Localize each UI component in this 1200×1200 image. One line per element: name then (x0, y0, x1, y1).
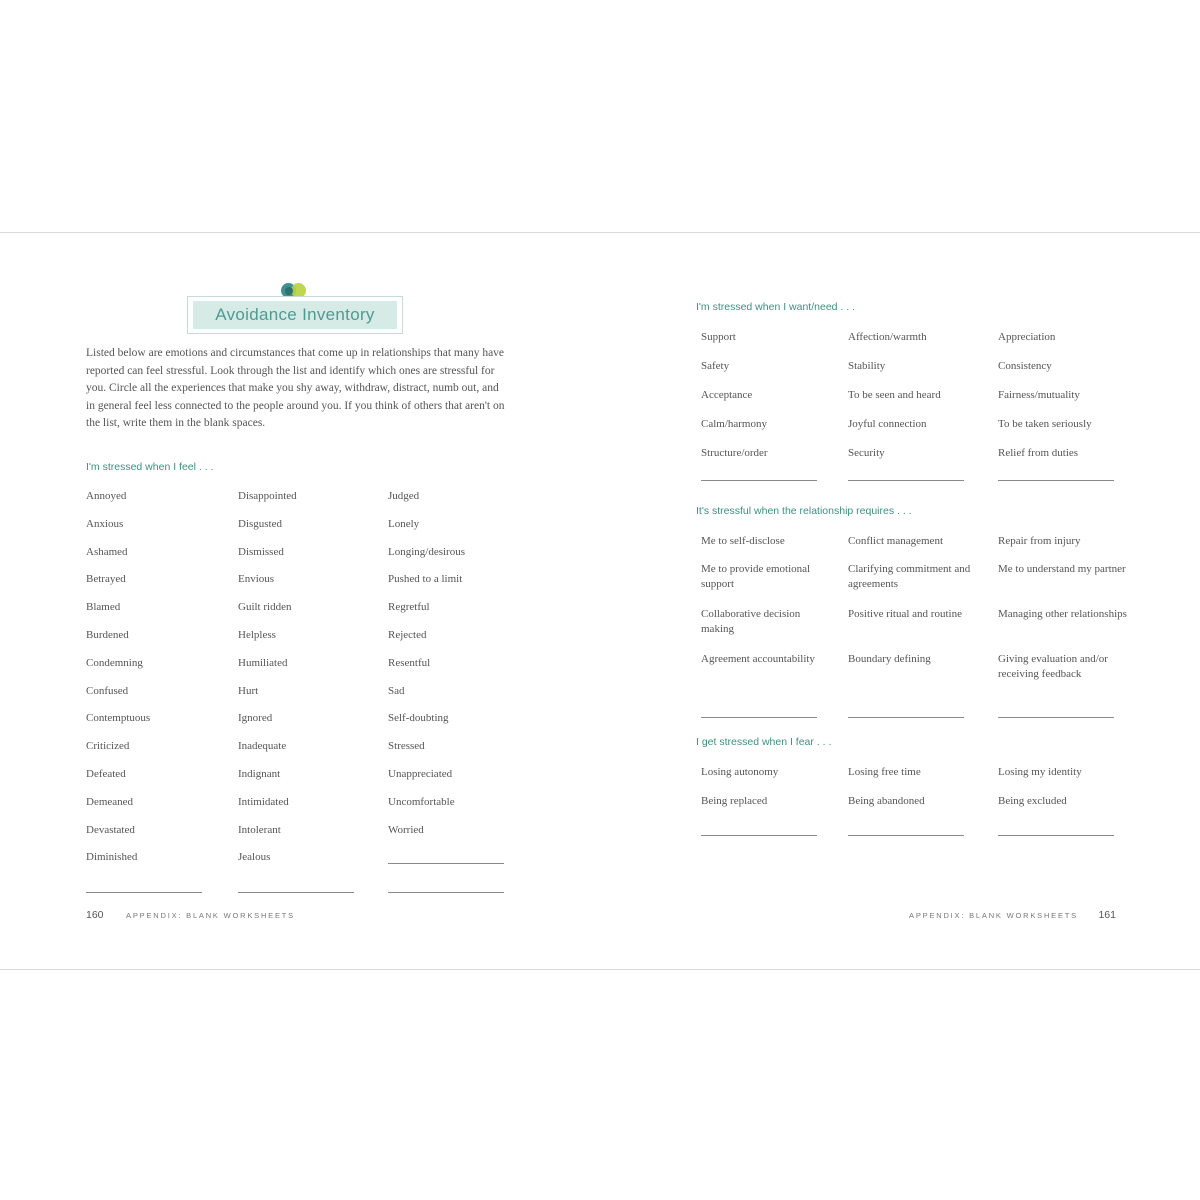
blank-write-in-line (998, 835, 1114, 836)
feel-word: Intimidated (238, 795, 289, 808)
left-page (0, 233, 600, 969)
feel-word: Inadequate (238, 740, 287, 753)
feel-word: Criticized (86, 740, 130, 753)
want-word: Acceptance (701, 389, 753, 401)
want-word: Joyful connection (848, 418, 927, 430)
page-number: 161 (1098, 909, 1116, 921)
fear-heading: I get stressed when I fear . . . (696, 736, 832, 748)
want-word: Fairness/mutuality (998, 389, 1080, 401)
fear-word: Losing free time (848, 766, 921, 778)
feel-word: Burdened (86, 629, 129, 641)
intro-paragraph: Listed below are emotions and circumstances that come up in relationships that many have reported can feel stressful. Look through the list and identify which ones are stressful for you. Circle all the experiences that make you shy away, withdraw, distract, numb out, and in general feel less connected to the people around you. If you think of others that aren't on the list, write them in the blank spaces. (86, 347, 505, 430)
feel-word: Annoyed (86, 490, 127, 502)
requires-word: Collaborative decision making (701, 608, 801, 635)
page-number: 160 (86, 909, 104, 921)
want-word: Consistency (998, 360, 1052, 372)
requires-word: Positive ritual and routine (848, 608, 962, 620)
want-word: Structure/order (701, 447, 768, 459)
feel-word: Sad (388, 684, 405, 697)
want-word: Safety (701, 360, 730, 372)
fear-word: Being abandoned (848, 795, 925, 807)
book-spread (0, 232, 1200, 970)
fear-word: Being replaced (701, 795, 768, 807)
feel-word: Worried (388, 823, 424, 836)
feel-heading: I'm stressed when I feel . . . (86, 461, 214, 473)
feel-word: Stressed (388, 740, 425, 753)
feel-word: Betrayed (86, 573, 126, 586)
feel-word: Uncomfortable (388, 795, 455, 808)
feel-word: Diminished (86, 851, 138, 864)
right-footer (909, 909, 1116, 921)
feel-word: Lonely (388, 517, 420, 530)
requires-word: Me to understand my partner (998, 563, 1126, 575)
requires-word: Agreement accountability (701, 653, 815, 665)
feel-word: Disgusted (238, 517, 282, 530)
requires-word: Clarifying commitment and agreements (848, 563, 971, 590)
feel-word: Helpless (238, 629, 276, 641)
want-heading: I'm stressed when I want/need . . . (696, 301, 855, 313)
want-word: Relief from duties (998, 447, 1079, 459)
feel-word: Longing/desirous (388, 545, 465, 558)
feel-word: Indignant (238, 768, 281, 780)
feel-word: Resentful (388, 656, 431, 669)
want-word: Stability (848, 360, 886, 372)
feel-word: Ashamed (86, 545, 128, 558)
feel-word: Unappreciated (388, 768, 453, 780)
feel-word: Ignored (238, 712, 273, 725)
feel-word: Rejected (388, 629, 427, 641)
blank-write-in-line (848, 835, 964, 836)
blank-write-in-line (388, 892, 504, 893)
blank-write-in-line (238, 892, 354, 893)
want-word: Appreciation (998, 331, 1056, 343)
requires-word: Conflict management (848, 535, 943, 547)
fear-word: Being excluded (998, 795, 1067, 807)
blank-write-in-line (86, 892, 202, 893)
fear-word: Losing autonomy (701, 766, 779, 778)
running-head: APPENDIX: BLANK WORKSHEETS (126, 911, 295, 920)
feel-word: Condemning (86, 656, 143, 669)
blank-write-in-line (998, 717, 1114, 718)
feel-word: Intolerant (238, 823, 281, 836)
feel-word: Judged (388, 490, 420, 502)
blank-write-in-line (388, 863, 504, 864)
requires-word: Boundary defining (848, 653, 931, 665)
feel-word: Devastated (86, 823, 135, 836)
feel-word: Self-doubting (388, 712, 449, 725)
feel-word: Confused (86, 684, 129, 697)
feel-word: Jealous (238, 851, 271, 864)
want-word: To be seen and heard (848, 389, 941, 401)
title-badge (187, 283, 403, 335)
feel-word: Disappointed (238, 490, 297, 502)
feel-word: Guilt ridden (238, 601, 292, 614)
feel-word: Pushed to a limit (388, 573, 463, 586)
requires-word: Giving evaluation and/or receiving feedback (998, 653, 1108, 680)
want-word: Support (701, 331, 736, 343)
feel-word: Contemptuous (86, 712, 151, 725)
running-head: APPENDIX: BLANK WORKSHEETS (909, 911, 1078, 920)
requires-word: Managing other relationships (998, 608, 1127, 620)
feel-word: Anxious (86, 517, 124, 530)
requires-heading: It's stressful when the relationship requires . . . (696, 505, 912, 517)
requires-word: Me to self-disclose (701, 535, 785, 547)
blank-write-in-line (998, 480, 1114, 481)
blank-write-in-line (701, 480, 817, 481)
want-word: Security (848, 447, 885, 459)
feel-word: Regretful (388, 601, 430, 614)
blank-write-in-line (848, 717, 964, 718)
page-title: Avoidance Inventory (193, 301, 397, 329)
feel-word: Defeated (86, 768, 126, 780)
want-word: Affection/warmth (848, 331, 927, 343)
requires-word: Me to provide emotional support (701, 563, 811, 590)
feel-word: Demeaned (86, 795, 134, 808)
blank-write-in-line (701, 717, 817, 718)
requires-word: Repair from injury (998, 535, 1081, 547)
feel-word: Blamed (86, 601, 121, 614)
want-word: Calm/harmony (701, 418, 767, 430)
blank-write-in-line (701, 835, 817, 836)
right-page (600, 233, 1200, 969)
left-footer (86, 909, 295, 921)
feel-word: Hurt (238, 684, 259, 697)
want-word: To be taken seriously (998, 418, 1092, 430)
feel-word: Dismissed (238, 545, 284, 558)
feel-word: Humiliated (238, 656, 288, 669)
feel-word: Envious (238, 573, 275, 586)
blank-write-in-line (848, 480, 964, 481)
fear-word: Losing my identity (998, 766, 1082, 778)
